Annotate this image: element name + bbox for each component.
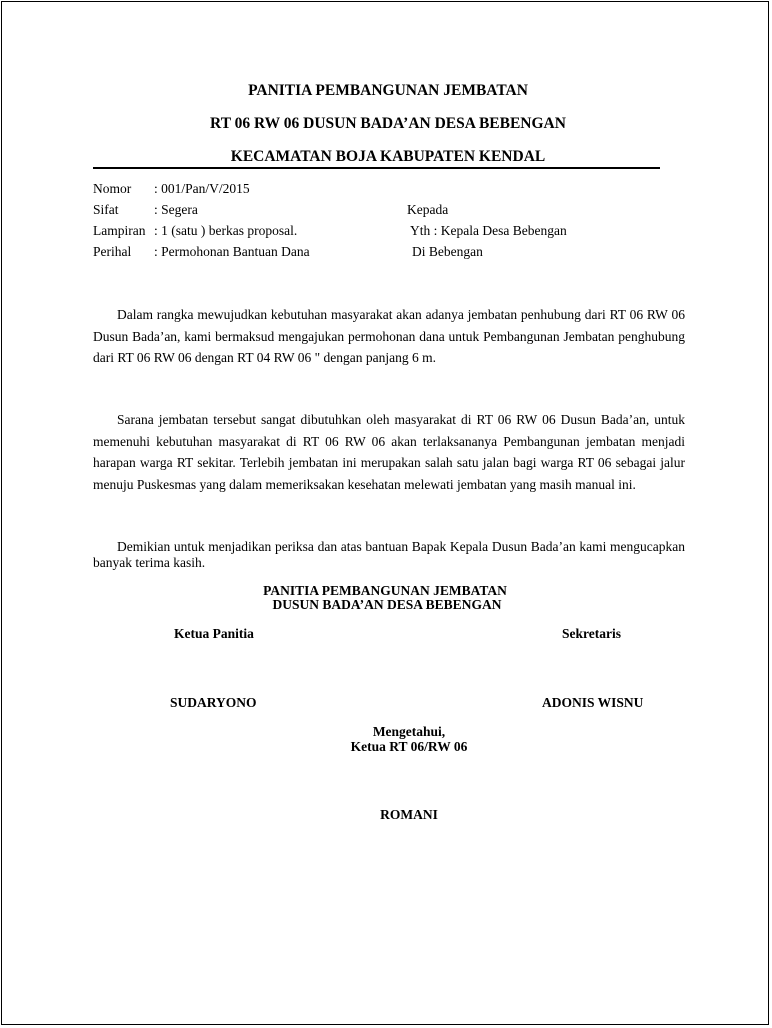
lampiran-value: : 1 (satu ) berkas proposal. [154, 223, 298, 238]
letterhead-line-3: KECAMATAN BOJA KABUPATEN KENDAL [230, 148, 546, 165]
letterhead-line-2: RT 06 RW 06 DUSUN BADA’AN DESA BEBENGAN [210, 115, 566, 132]
recipient-di: Di Bebengan [412, 244, 483, 259]
nomor-label: Nomor [93, 181, 132, 196]
letter-page [1, 1, 769, 1025]
ketua-panitia-name: SUDARYONO [170, 695, 257, 710]
perihal-label: Perihal [93, 244, 132, 259]
perihal-value: : Permohonan Bantuan Dana [154, 244, 310, 259]
signature-org-line-2: DUSUN BADA’AN DESA BEBENGAN [272, 597, 502, 612]
ketua-rt-title: Ketua RT 06/RW 06 [350, 739, 468, 754]
body-paragraph-2: Sarana jembatan tersebut sangat dibutuhkan oleh masyarakat di RT 06 RW 06 Dusun Bada’an, untuk memenuhi kebutuhan masyarakat di RT 06 RW 06 akan terlaksananya Pembangunan jembatan menjadi harapan warga RT sekitar. Terlebih jembatan ini merupakan salah satu jalan bagi warga RT 06 sebagai jalur menuju Puskesmas yang dalam memeriksakan kesehatan melewati jembatan yang masih manual ini. [93, 412, 685, 492]
recipient-kepada: Kepada [407, 202, 449, 217]
letterhead-line-1: PANITIA PEMBANGUNAN JEMBATAN [248, 82, 528, 99]
ketua-panitia-title: Ketua Panitia [174, 626, 254, 641]
letterhead-rule [93, 167, 660, 169]
sifat-label: Sifat [93, 202, 119, 217]
nomor-value: : 001/Pan/V/2015 [154, 181, 250, 196]
mengetahui-label: Mengetahui, [372, 724, 446, 739]
body-paragraph-1: Dalam rangka mewujudkan kebutuhan masyarakat akan adanya jembatan penhubung dari RT 06 RW 06 Dusun Bada’an, kami bermaksud mengajukan permohonan dana untuk Pembangunan Jembatan penghubung dari RT 06 RW 06 dengan RT 04 RW 06 " dengan panjang 6 m. [93, 307, 685, 365]
sekretaris-title: Sekretaris [562, 626, 621, 641]
sekretaris-name: ADONIS WISNU [542, 695, 644, 710]
ketua-rt-name: ROMANI [380, 807, 438, 822]
lampiran-label: Lampiran [93, 223, 146, 238]
body-paragraph-3: Demikian untuk menjadikan periksa dan atas bantuan Bapak Kepala Dusun Bada’an kami mengucapkan banyak terima kasih. [93, 539, 685, 570]
recipient-yth: Yth : Kepala Desa Bebengan [410, 223, 567, 238]
sifat-value: : Segera [154, 202, 198, 217]
signature-org-line-1: PANITIA PEMBANGUNAN JEMBATAN [263, 583, 507, 598]
